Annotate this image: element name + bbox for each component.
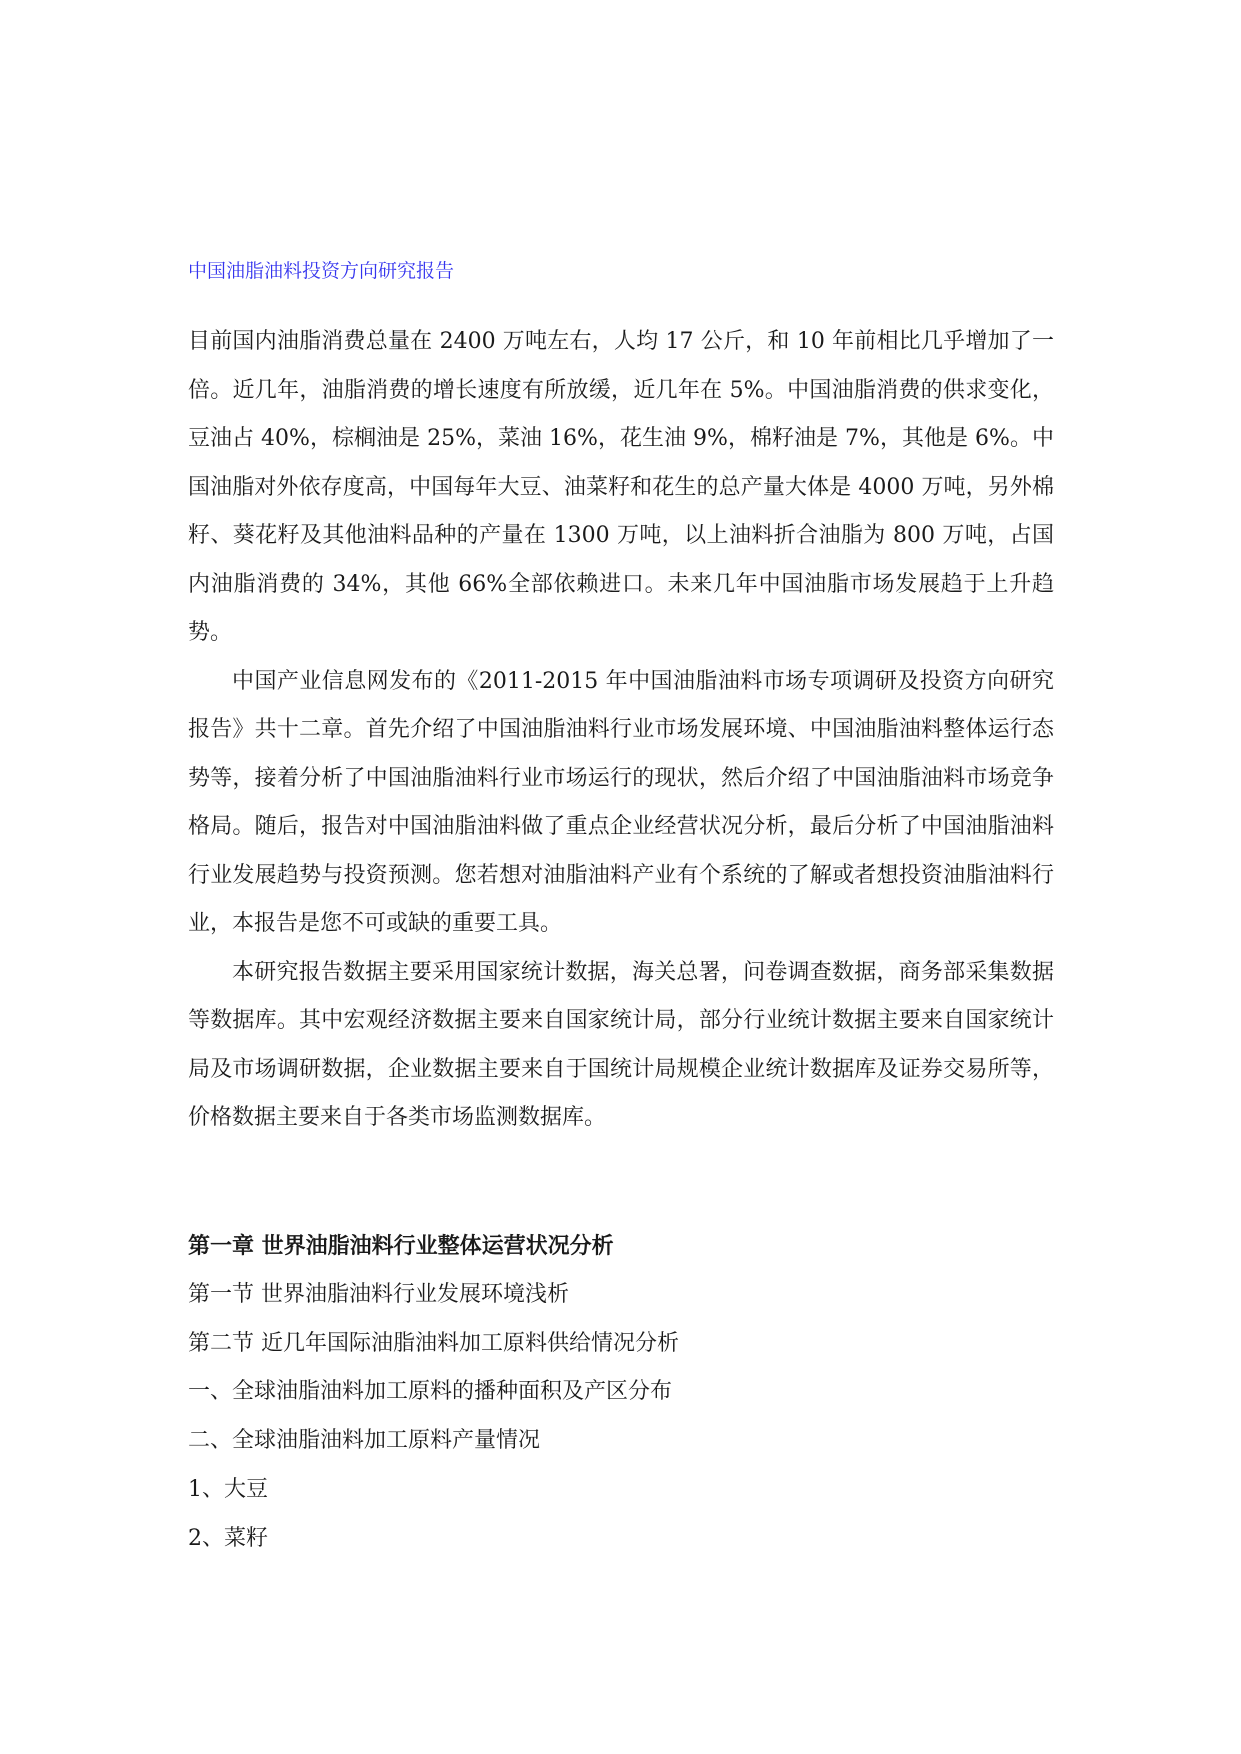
- toc-section-1: 第一节 世界油脂油料行业发展环境浅析: [188, 1281, 569, 1307]
- intro-body: [188, 318, 1054, 1143]
- report-title-link[interactable]: 中国油脂油料投资方向研究报告: [188, 260, 455, 282]
- toc-subitem-2: 2、菜籽: [188, 1525, 268, 1551]
- toc-subitem-1: 1、大豆: [188, 1476, 268, 1502]
- paragraph-consumption: 目前国内油脂消费总量在 2400 万吨左右，人均 17 公斤，和 10 年前相比几乎增加了一倍。近几年，油脂消费的增长速度有所放缓，近几年在 5%。中国油脂消费的供求变化，豆油占 40%，棕榈油是 25%，菜油 16%，花生油 9%，棉籽油是 7%，其他是 6%。中国油脂对外依存度高，中国每年大豆、油菜籽和花生的总产量大体是 4000 万吨，另外棉籽、葵花籽及其他油料品种的产量在 1300 万吨，以上油料折合油脂为 800 万吨，占国内油脂消费的 34%，其他 66%全部依赖进口。未来几年中国油脂市场发展趋于上升趋势。: [188, 329, 1054, 645]
- toc-item-2: 二、全球油脂油料加工原料产量情况: [188, 1428, 541, 1454]
- paragraph-data-sources: 本研究报告数据主要采用国家统计数据，海关总署，问卷调查数据，商务部采集数据等数据库。其中宏观经济数据主要来自国家统计局，部分行业统计数据主要来自国家统计局及市场调研数据，企业数据主要来自于国统计局规模企业统计数据库及证券交易所等，价格数据主要来自于各类市场监测数据库。: [188, 959, 1054, 1130]
- toc-chapter-1: 第一章 世界油脂油料行业整体运营状况分析: [188, 1233, 614, 1259]
- toc-item-1: 一、全球油脂油料加工原料的播种面积及产区分布: [188, 1379, 673, 1405]
- table-of-contents: [188, 1222, 1054, 1564]
- paragraph-report-intro: 中国产业信息网发布的《2011-2015 年中国油脂油料市场专项调研及投资方向研究报告》共十二章。首先介绍了中国油脂油料行业市场发展环境、中国油脂油料整体运行态势等，接着分析了中国油脂油料行业市场运行的现状，然后介绍了中国油脂油料市场竞争格局。随后，报告对中国油脂油料做了重点企业经营状况分析，最后分析了中国油脂油料行业发展趋势与投资预测。您若想对油脂油料产业有个系统的了解或者想投资油脂油料行业，本报告是您不可或缺的重要工具。: [188, 668, 1054, 936]
- toc-section-2: 第二节 近几年国际油脂油料加工原料供给情况分析: [188, 1330, 679, 1356]
